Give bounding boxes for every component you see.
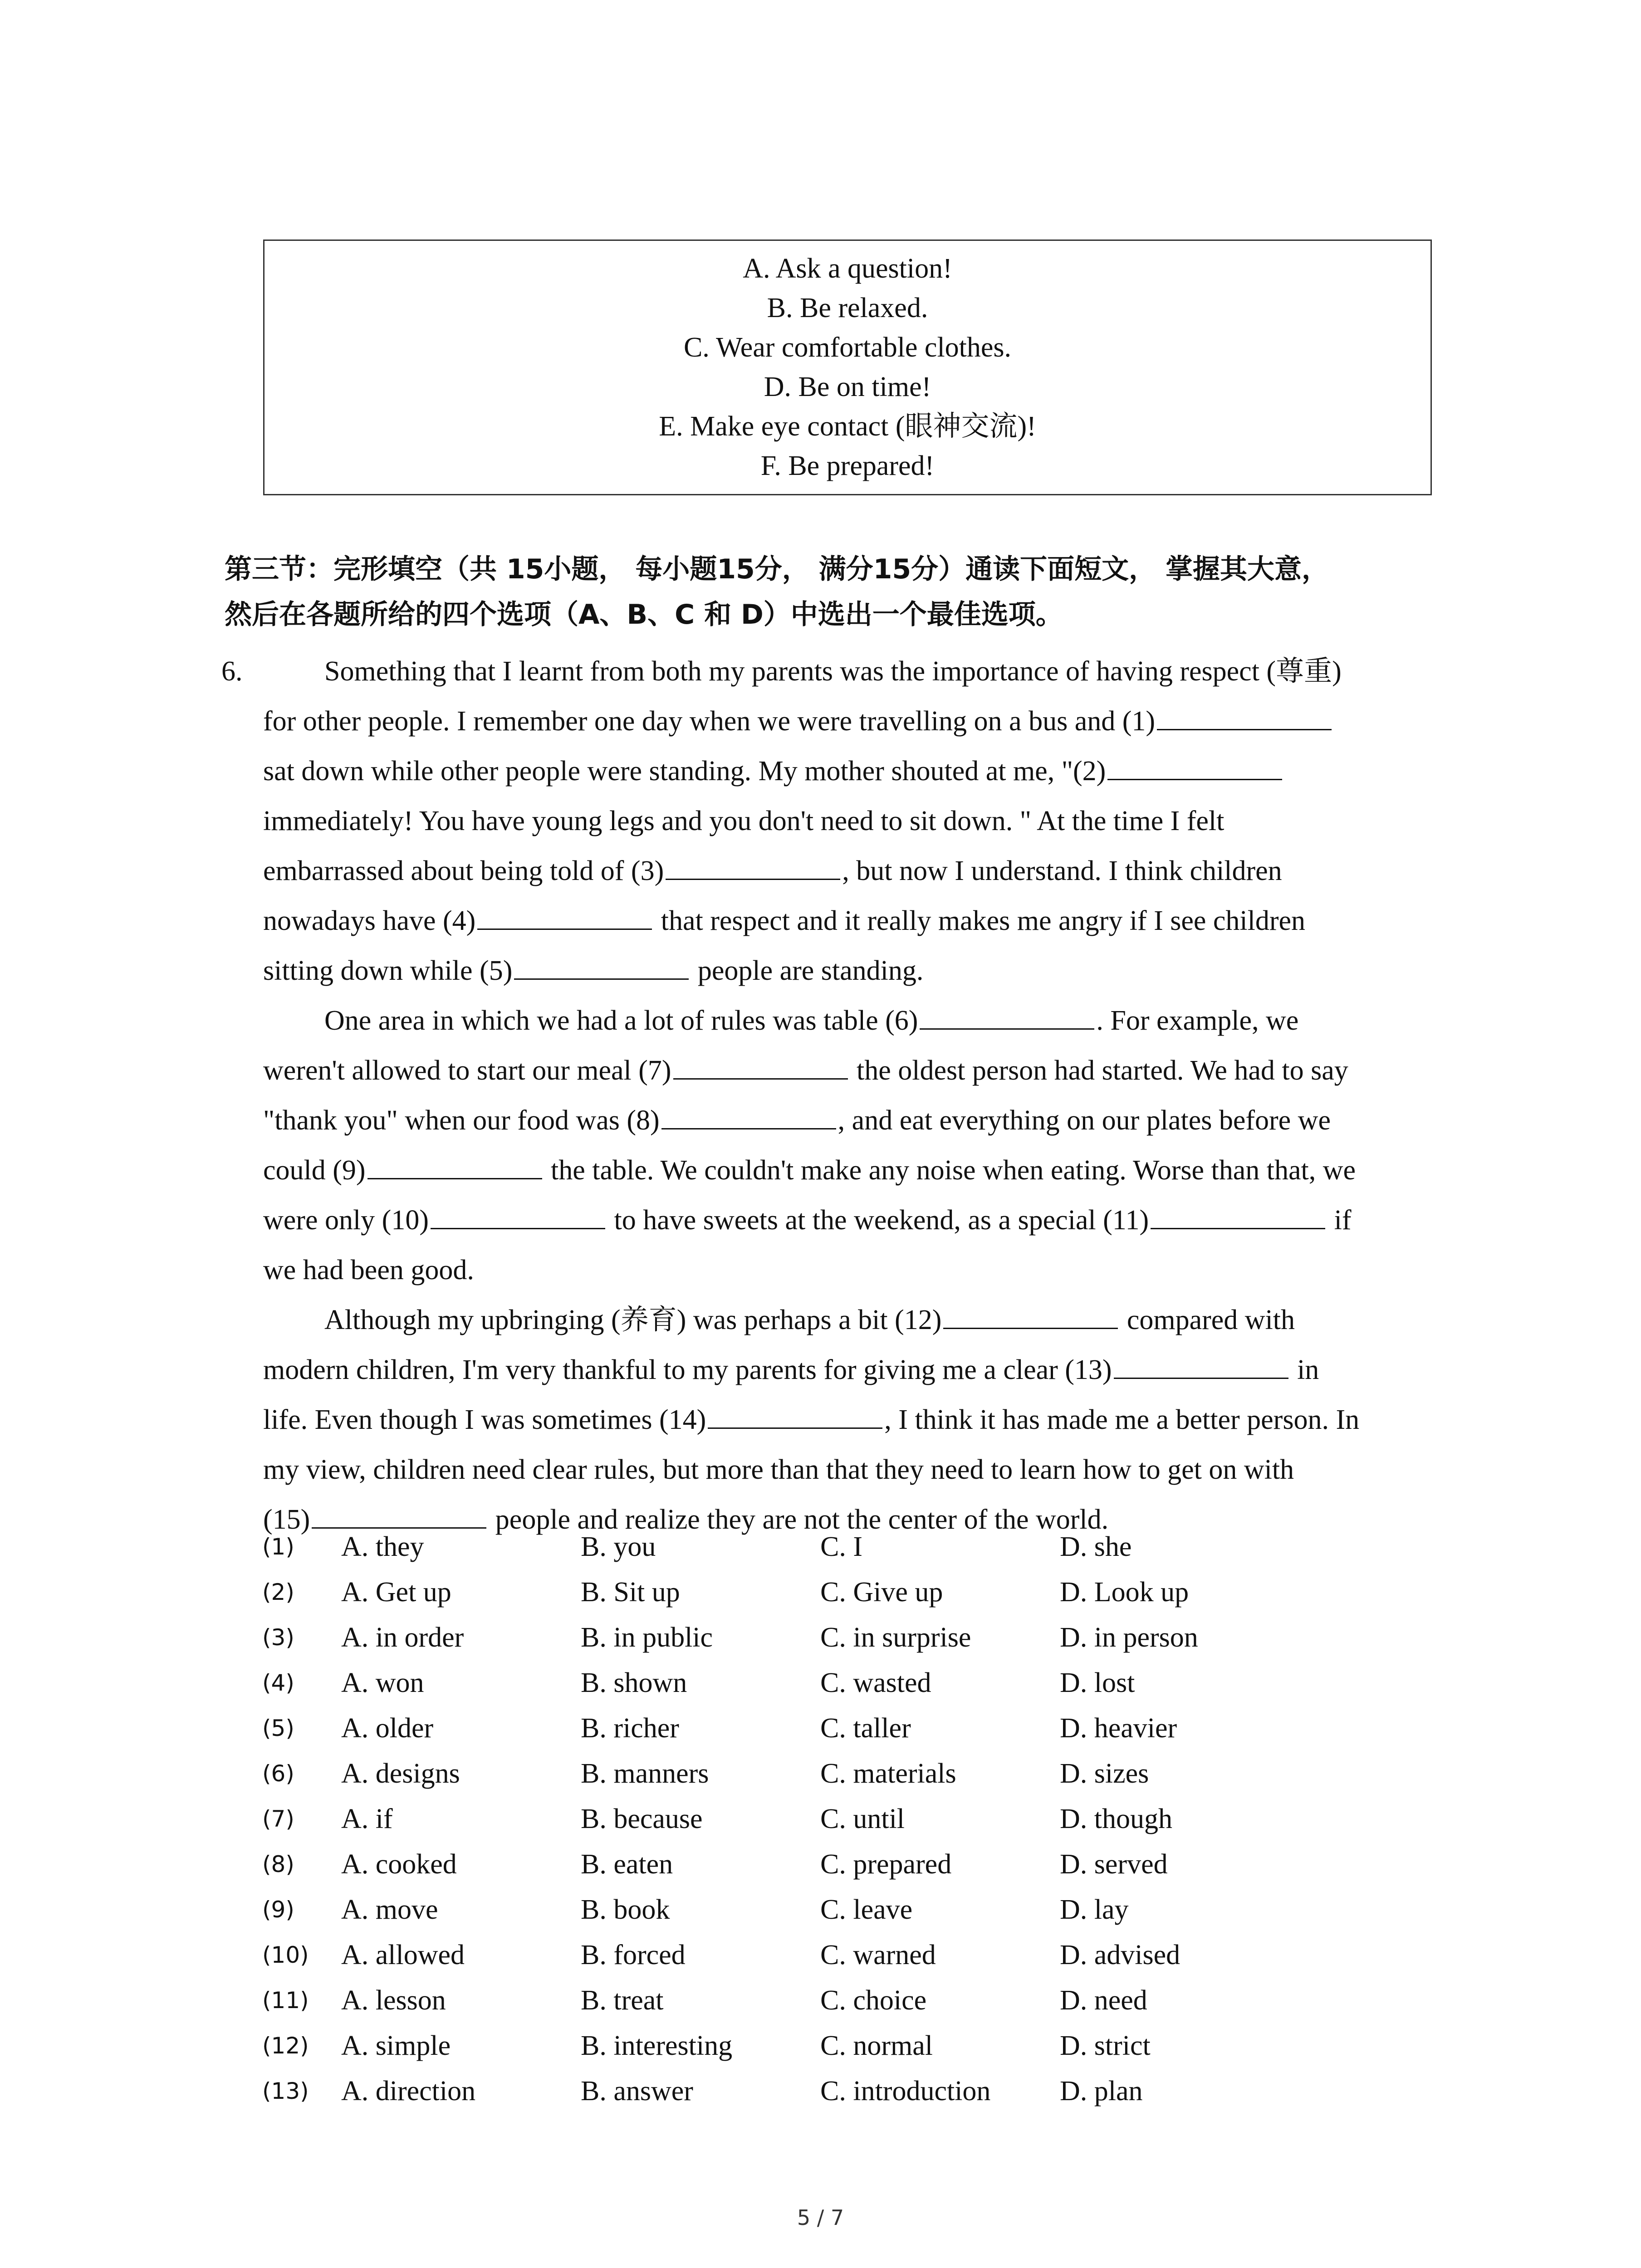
choice-option[interactable]: B. shown [581, 1667, 687, 1698]
choice-option[interactable]: C. normal [820, 2030, 933, 2061]
blank-13[interactable] [1114, 1348, 1288, 1379]
passage-line: embarrassed about being told of (3) , but now I understand. I think children [263, 846, 1452, 896]
choice-option[interactable]: A. designs [341, 1758, 460, 1789]
blank-7[interactable] [673, 1048, 848, 1080]
choice-option[interactable]: B. forced [581, 1940, 686, 1970]
choice-option[interactable]: D. strict [1060, 2030, 1151, 2061]
passage-line: Something that I learnt from both my parents was the importance of having respect (尊重) [324, 656, 1342, 687]
choice-option[interactable]: D. in person [1060, 1622, 1198, 1653]
choice-row: (8) A. cooked B. eaten C. prepared D. served [263, 1842, 1443, 1887]
choice-option[interactable]: A. if [341, 1804, 393, 1834]
choice-option[interactable]: B. in public [581, 1622, 713, 1653]
passage-line: could (9) the table. We couldn't make any noise when eating. Worse than that, we [263, 1145, 1452, 1195]
option-f: F. Be prepared! [760, 450, 935, 481]
choice-option[interactable]: B. answer [581, 2076, 693, 2107]
blank-10[interactable] [431, 1198, 605, 1229]
passage-line: my view, children need clear rules, but more than that they need to learn how to get on with [263, 1454, 1294, 1485]
choice-option[interactable]: D. advised [1060, 1940, 1181, 1970]
choice-option[interactable]: D. lost [1060, 1667, 1135, 1698]
choice-option[interactable]: A. allowed [341, 1940, 465, 1970]
passage-line: immediately! You have young legs and you don't need to sit down. " At the time I felt [263, 806, 1225, 836]
choice-option[interactable]: D. sizes [1060, 1758, 1149, 1789]
choice-option[interactable]: C. introduction [820, 2076, 991, 2107]
passage-line: One area in which we had a lot of rules was table (6) . For example, we [263, 996, 1452, 1046]
passage-line: Although my upbringing (养育) was perhaps a bit (12) compared with [263, 1295, 1452, 1345]
choice-row: (1) A. they B. you C. I D. she [263, 1524, 1443, 1569]
passage-line: modern children, I'm very thankful to my parents for giving me a clear (13) in [263, 1345, 1452, 1395]
choice-option[interactable]: C. prepared [820, 1849, 952, 1880]
choice-option[interactable]: D. need [1060, 1985, 1147, 2016]
option-c: C. Wear comfortable clothes. [683, 332, 1012, 363]
passage-line: sitting down while (5) people are standing. [263, 946, 1452, 996]
blank-11[interactable] [1151, 1198, 1325, 1229]
choice-row: (5) A. older B. richer C. taller D. heavier [263, 1706, 1443, 1751]
section-instructions-line-1: 第三节：完形填空（共 15小题， 每小题15分， 满分15分）通读下面短文， 掌握其大意， [225, 553, 1329, 585]
choice-option[interactable]: C. choice [820, 1985, 927, 2016]
choice-option[interactable]: A. they [341, 1531, 424, 1562]
choice-row: (6) A. designs B. manners C. materials D. sizes [263, 1751, 1443, 1796]
choice-row: (11) A. lesson B. treat C. choice D. need [263, 1978, 1443, 2023]
choice-option[interactable]: B. you [581, 1531, 656, 1562]
choice-option[interactable]: A. older [341, 1713, 434, 1744]
choice-option[interactable]: C. Give up [820, 1577, 943, 1608]
page-number: 5 / 7 [797, 2205, 844, 2230]
choice-option[interactable]: B. manners [581, 1758, 709, 1789]
blank-2[interactable] [1107, 749, 1282, 780]
choice-option[interactable]: B. eaten [581, 1849, 673, 1880]
choice-row: (13) A. direction B. answer C. introduction D. plan [263, 2068, 1443, 2114]
options-box [263, 240, 1432, 495]
choice-option[interactable]: B. book [581, 1894, 670, 1925]
choice-row: (7) A. if B. because C. until D. though [263, 1796, 1443, 1842]
blank-4[interactable] [477, 899, 652, 930]
choice-option[interactable]: A. cooked [341, 1849, 457, 1880]
option-d: D. Be on time! [764, 371, 931, 402]
choice-option[interactable]: B. interesting [581, 2030, 733, 2061]
choice-option[interactable]: C. leave [820, 1894, 913, 1925]
blank-14[interactable] [708, 1398, 882, 1429]
choice-option[interactable]: D. served [1060, 1849, 1168, 1880]
choice-option[interactable]: C. wasted [820, 1667, 931, 1698]
choice-option[interactable]: C. materials [820, 1758, 956, 1789]
choice-option[interactable]: C. taller [820, 1713, 911, 1744]
choice-option[interactable]: A. won [341, 1667, 424, 1698]
choice-option[interactable]: B. Sit up [581, 1577, 680, 1608]
choice-row: (4) A. won B. shown C. wasted D. lost [263, 1660, 1443, 1706]
section-instructions [225, 547, 1450, 637]
passage-line: nowadays have (4) that respect and it really makes me angry if I see children [263, 896, 1452, 946]
question-number: 6. [221, 656, 243, 687]
blank-6[interactable] [920, 998, 1094, 1030]
blank-12[interactable] [943, 1298, 1118, 1329]
passage-line: sat down while other people were standing. My mother shouted at me, "(2) [263, 746, 1452, 796]
choice-option[interactable]: A. simple [341, 2030, 451, 2061]
choice-row: (12) A. simple B. interesting C. normal D. strict [263, 2023, 1443, 2068]
choice-row: (3) A. in order B. in public C. in surprise D. in person [263, 1615, 1443, 1660]
choice-option[interactable]: D. heavier [1060, 1713, 1177, 1744]
blank-3[interactable] [666, 849, 840, 880]
choice-option[interactable]: B. richer [581, 1713, 679, 1744]
passage-line: we had been good. [263, 1255, 474, 1286]
choice-option[interactable]: C. in surprise [820, 1622, 971, 1653]
choice-row: (10) A. allowed B. forced C. warned D. advised [263, 1932, 1443, 1978]
passage-line: (15) people and realize they are not the center of the world. [263, 1495, 1452, 1545]
choice-option[interactable]: C. until [820, 1804, 905, 1834]
choice-option[interactable]: D. though [1060, 1804, 1172, 1834]
choice-option[interactable]: A. move [341, 1894, 438, 1925]
choice-option[interactable]: A. lesson [341, 1985, 446, 2016]
blank-5[interactable] [514, 948, 689, 980]
choice-row: (2) A. Get up B. Sit up C. Give up D. Look up [263, 1569, 1443, 1615]
choice-row: (9) A. move B. book C. leave D. lay [263, 1887, 1443, 1932]
choice-option[interactable]: A. direction [341, 2076, 476, 2107]
passage-line: life. Even though I was sometimes (14) , I think it has made me a better person. In [263, 1395, 1452, 1445]
option-a: A. Ask a question! [743, 253, 952, 284]
choice-option[interactable]: D. she [1060, 1531, 1132, 1562]
choice-option[interactable]: A. Get up [341, 1577, 451, 1608]
passage-line: weren't allowed to start our meal (7) the oldest person had started. We had to say [263, 1046, 1452, 1095]
choice-option[interactable]: D. plan [1060, 2076, 1143, 2107]
passage-line: "thank you" when our food was (8) , and eat everything on our plates before we [263, 1095, 1452, 1145]
choice-option[interactable]: A. in order [341, 1622, 464, 1653]
blank-9[interactable] [367, 1148, 542, 1179]
choice-option[interactable]: D. lay [1060, 1894, 1129, 1925]
option-e: E. Make eye contact (眼神交流)! [659, 411, 1036, 442]
blank-1[interactable] [1157, 699, 1332, 730]
cloze-passage [221, 646, 1452, 1545]
choice-option[interactable]: C. I [820, 1531, 862, 1562]
choice-option[interactable]: B. treat [581, 1985, 664, 2016]
choice-option[interactable]: D. Look up [1060, 1577, 1189, 1608]
option-b: B. Be relaxed. [767, 293, 928, 323]
answer-choices [263, 1524, 1443, 2114]
choice-option[interactable]: C. warned [820, 1940, 936, 1970]
section-instructions-line-2: 然后在各题所给的四个选项（A、B、C 和 D）中选出一个最佳选项。 [225, 599, 1063, 631]
blank-8[interactable] [661, 1098, 836, 1129]
passage-line: for other people. I remember one day when we were travelling on a bus and (1) [263, 696, 1452, 746]
choice-option[interactable]: B. because [581, 1804, 703, 1834]
passage-line: were only (10) to have sweets at the weekend, as a special (11) if [263, 1195, 1452, 1245]
